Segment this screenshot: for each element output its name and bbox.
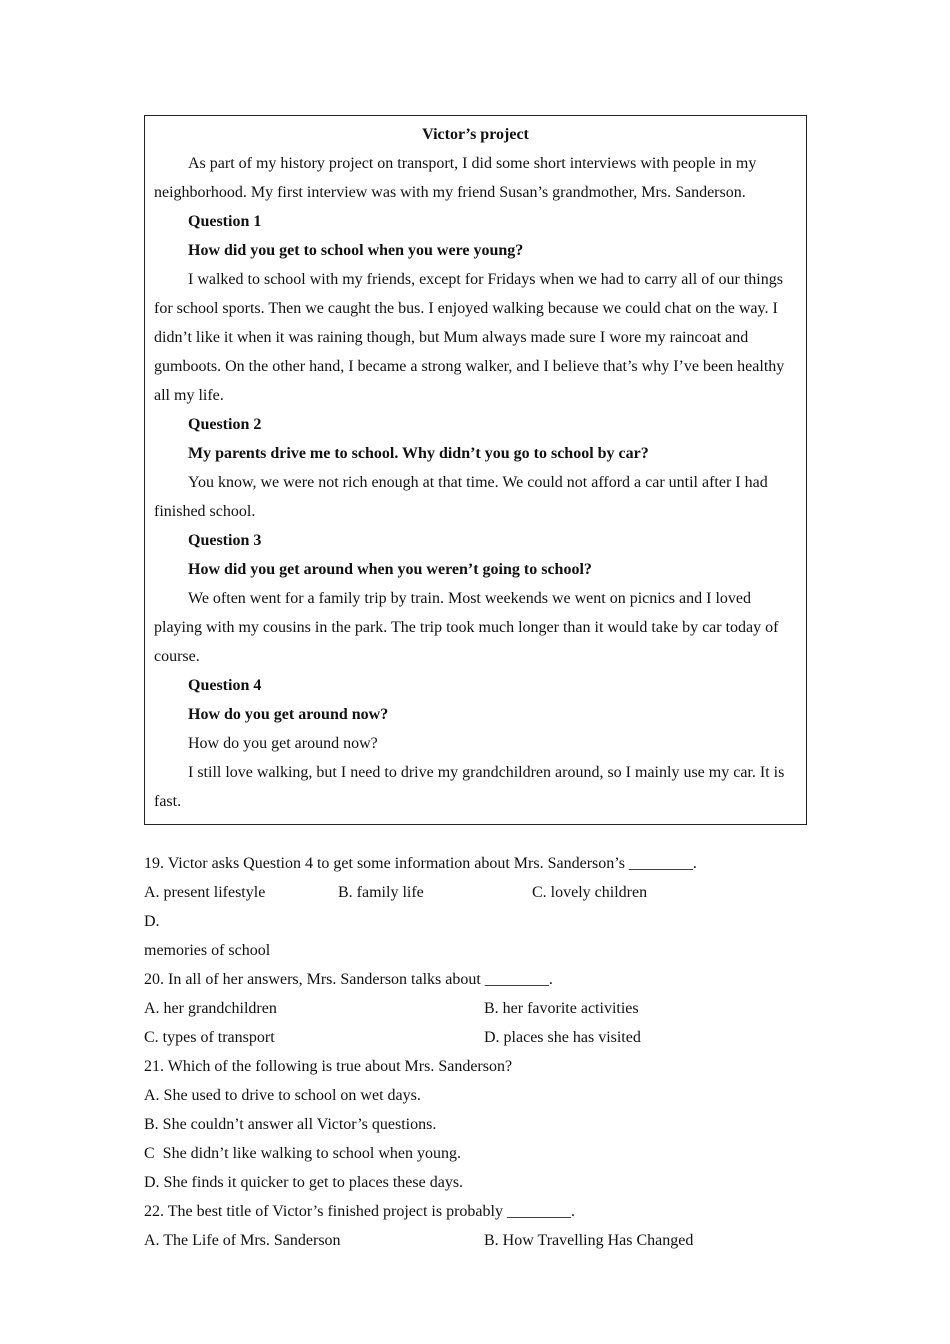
question-list bbox=[144, 849, 824, 1255]
option-a: A. She used to drive to school on wet days. bbox=[144, 1087, 421, 1104]
interview-answer: You know, we were not rich enough at that time. We could not afford a car until after I had finished school. bbox=[154, 474, 768, 520]
option-c: C. types of transport bbox=[144, 1029, 275, 1046]
interview-answer: How do you get around now? bbox=[188, 735, 378, 752]
option-d: D. bbox=[144, 913, 160, 930]
interview-question: My parents drive me to school. Why didn’t you go to school by car? bbox=[188, 445, 649, 462]
option-d: D. She finds it quicker to get to places these days. bbox=[144, 1174, 464, 1191]
question-label: Question 2 bbox=[188, 416, 262, 433]
option-b: B. How Travelling Has Changed bbox=[484, 1232, 694, 1249]
question-stem: 19. Victor asks Question 4 to get some information about Mrs. Sanderson’s ________. bbox=[144, 855, 697, 872]
option-a: A. her grandchildren bbox=[144, 1000, 277, 1017]
interview-answer: We often went for a family trip by train. Most weekends we went on picnics and I loved playing with my cousins in the park. The trip took much longer than it would take by car today of course. bbox=[154, 590, 779, 665]
option-row bbox=[144, 1023, 824, 1052]
option-row bbox=[144, 1226, 824, 1255]
passage-box bbox=[144, 115, 807, 825]
interview-question: How do you get around now? bbox=[188, 706, 389, 723]
option-d: D. places she has visited bbox=[484, 1029, 641, 1046]
passage-title: Victor’s project bbox=[422, 126, 529, 143]
question-stem: 22. The best title of Victor’s finished project is probably ________. bbox=[144, 1203, 575, 1220]
question-label: Question 1 bbox=[188, 213, 262, 230]
question-stem: 20. In all of her answers, Mrs. Sanderson talks about ________. bbox=[144, 971, 553, 988]
option-a: A. The Life of Mrs. Sanderson bbox=[144, 1232, 341, 1249]
question-label: Question 3 bbox=[188, 532, 262, 549]
interview-answer: I still love walking, but I need to drive my grandchildren around, so I mainly use my car. It is fast. bbox=[154, 764, 785, 810]
option-row bbox=[144, 878, 824, 936]
option-b: B. her favorite activities bbox=[484, 1000, 639, 1017]
option-b: B. family life bbox=[338, 884, 424, 901]
option-a: A. present lifestyle bbox=[144, 884, 266, 901]
interview-answer: I walked to school with my friends, except for Fridays when we had to carry all of our things for school sports. Then we caught the bus. I enjoyed walking because we could chat on the way. I didn’t like it when it was raining though, but Mum always made sure I wore my raincoat and gumboots. On the other hand, I became a strong walker, and I believe that’s why I’ve been healthy all my life. bbox=[154, 271, 785, 404]
question-stem: 21. Which of the following is true about Mrs. Sanderson? bbox=[144, 1058, 513, 1075]
passage-intro: As part of my history project on transport, I did some short interviews with people in my neighborhood. My first interview was with my friend Susan’s grandmother, Mrs. Sanderson. bbox=[154, 155, 757, 201]
option-d-text: memories of school bbox=[144, 942, 271, 959]
option-c: C She didn’t like walking to school when young. bbox=[144, 1145, 462, 1162]
question-label: Question 4 bbox=[188, 677, 262, 694]
option-c: C. lovely children bbox=[532, 884, 648, 901]
option-row bbox=[144, 994, 824, 1023]
option-b: B. She couldn’t answer all Victor’s questions. bbox=[144, 1116, 437, 1133]
interview-question: How did you get around when you weren’t going to school? bbox=[188, 561, 592, 578]
interview-question: How did you get to school when you were young? bbox=[188, 242, 524, 259]
